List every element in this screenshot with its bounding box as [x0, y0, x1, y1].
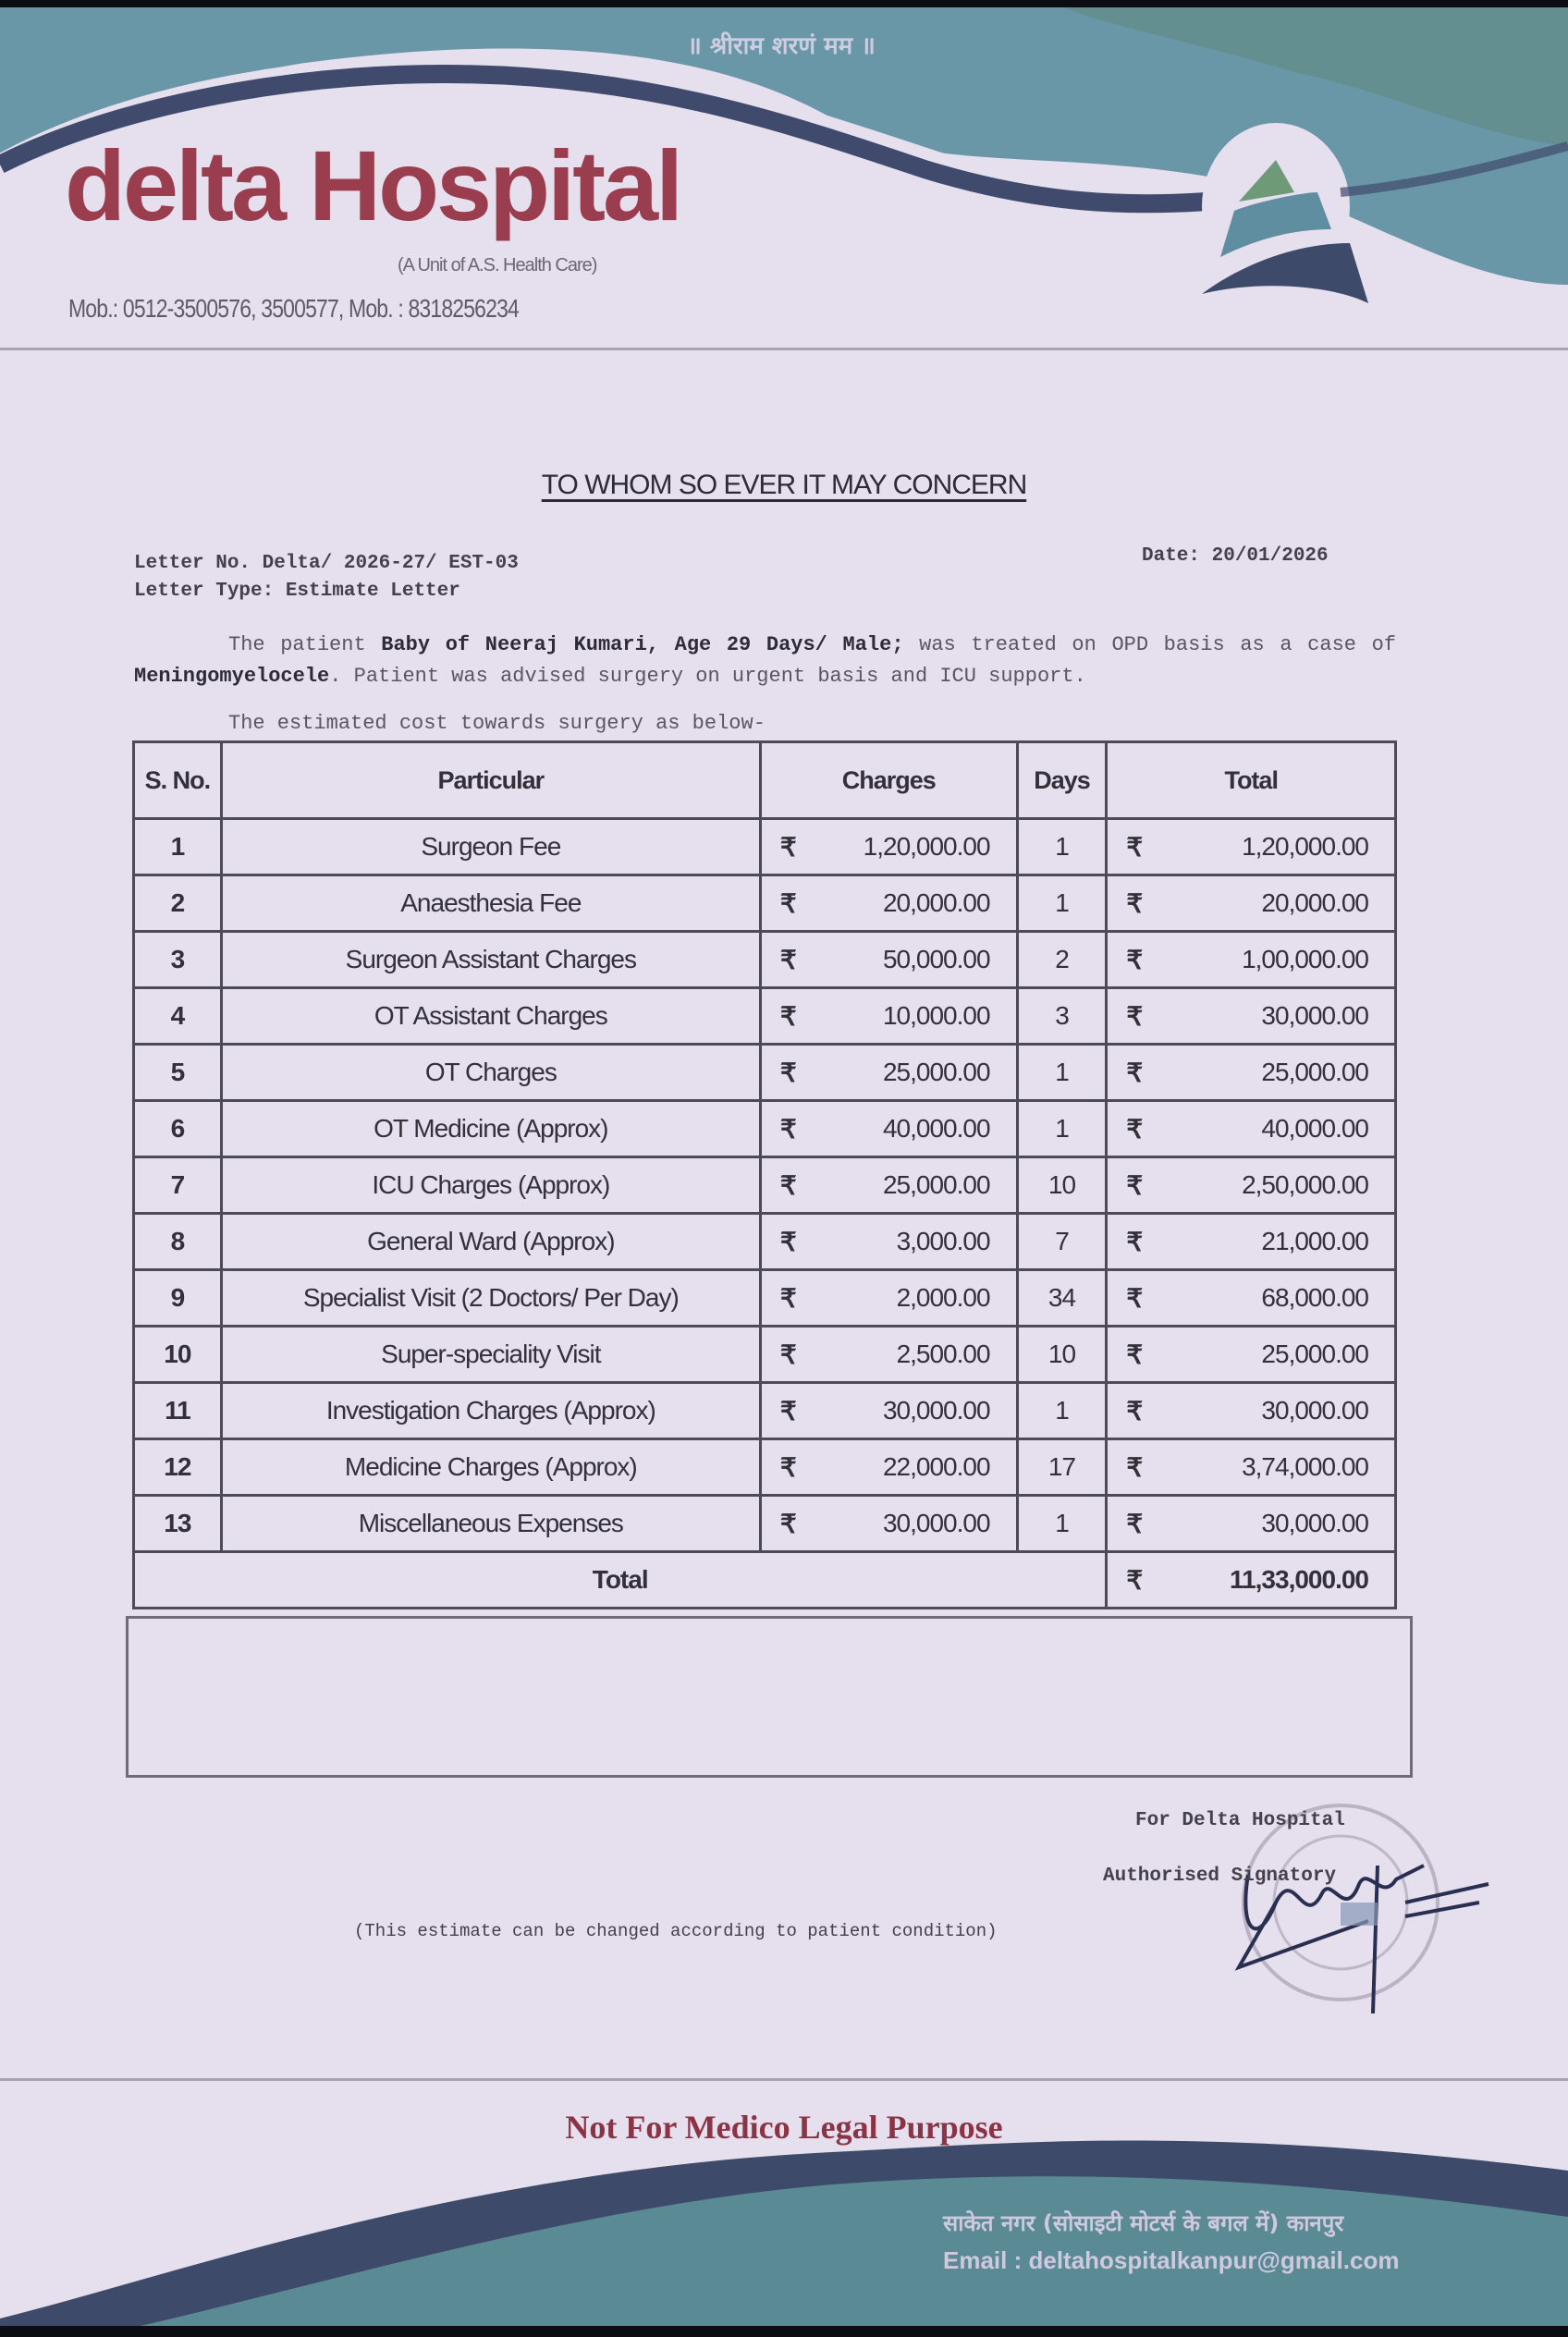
cell-total	[1107, 1270, 1396, 1327]
header-total: Total	[1107, 742, 1396, 819]
estimate-disclaimer-note: (This estimate can be changed according to patient condition)	[354, 1921, 998, 1941]
cell-charges	[760, 1327, 1017, 1383]
charges-value: 2,500.00	[896, 1339, 990, 1368]
rupee-icon: ₹	[779, 1396, 796, 1425]
total-value: 25,000.00	[1261, 1339, 1368, 1368]
charges-value: 20,000.00	[882, 887, 990, 917]
rupee-icon: ₹	[779, 1227, 796, 1256]
cell-charges	[760, 1496, 1017, 1552]
rupee-icon: ₹	[1126, 888, 1143, 918]
cell-sno: 6	[134, 1101, 222, 1157]
cell-particular: Surgeon Assistant Charges	[221, 932, 760, 988]
charges-value: 30,000.00	[882, 1395, 990, 1425]
cell-days: 7	[1017, 1214, 1107, 1270]
rupee-icon: ₹	[1126, 1396, 1143, 1425]
cell-days: 1	[1017, 819, 1107, 875]
grand-total-value: 11,33,000.00	[1230, 1564, 1368, 1594]
table-row	[134, 1214, 1396, 1270]
cell-total	[1107, 819, 1396, 875]
not-medico-legal-notice: Not For Medico Legal Purpose	[565, 2109, 1003, 2146]
hospital-brand-name: delta Hospital	[65, 129, 681, 241]
charges-value: 25,000.00	[882, 1057, 990, 1086]
rupee-icon: ₹	[1126, 1452, 1143, 1482]
letter-date: Date: 20/01/2026	[1142, 545, 1329, 567]
cell-total	[1107, 932, 1396, 988]
cell-charges	[760, 1157, 1017, 1214]
cell-total	[1107, 1214, 1396, 1270]
charges-value: 10,000.00	[882, 1000, 990, 1030]
total-value: 30,000.00	[1261, 1000, 1368, 1030]
charges-value: 1,20,000.00	[863, 831, 990, 861]
for-hospital-label: For Delta Hospital	[1135, 1810, 1345, 1831]
hospital-subtitle: (A Unit of A.S. Health Care)	[398, 255, 597, 275]
cell-days: 10	[1017, 1157, 1107, 1214]
cell-days: 1	[1017, 1383, 1107, 1439]
cell-particular: ICU Charges (Approx)	[221, 1157, 760, 1214]
cell-sno: 12	[134, 1439, 222, 1496]
grand-total-label: Total	[134, 1552, 1107, 1609]
footer-divider	[0, 2078, 1568, 2081]
cell-charges	[760, 1101, 1017, 1157]
cell-sno: 11	[134, 1383, 222, 1439]
rupee-icon: ₹	[779, 1170, 796, 1200]
cell-total	[1107, 1045, 1396, 1101]
rupee-icon: ₹	[779, 832, 796, 862]
rupee-icon: ₹	[1126, 1227, 1143, 1256]
header-particular: Particular	[221, 742, 760, 819]
rupee-icon: ₹	[1126, 1340, 1143, 1369]
cell-total	[1107, 1496, 1396, 1552]
table-row	[134, 1270, 1396, 1327]
charges-value: 30,000.00	[882, 1508, 990, 1537]
cell-sno: 1	[134, 819, 222, 875]
cell-charges	[760, 819, 1017, 875]
cell-particular: OT Medicine (Approx)	[221, 1101, 760, 1157]
cell-sno: 8	[134, 1214, 222, 1270]
charges-value: 2,000.00	[896, 1282, 990, 1312]
rupee-icon: ₹	[1126, 1565, 1143, 1595]
table-row	[134, 988, 1396, 1045]
rupee-icon: ₹	[1126, 1001, 1143, 1031]
cell-total	[1107, 988, 1396, 1045]
rupee-icon: ₹	[1126, 1170, 1143, 1200]
rupee-icon: ₹	[779, 1509, 796, 1538]
estimate-table	[132, 740, 1397, 1609]
blank-remarks-box	[126, 1616, 1413, 1778]
cell-days: 1	[1017, 875, 1107, 932]
diagnosis: Meningomyelocele	[134, 665, 330, 688]
charges-value: 50,000.00	[882, 944, 990, 973]
cell-days: 1	[1017, 1101, 1107, 1157]
footer-email: Email : deltahospitalkanpur@gmail.com	[943, 2246, 1400, 2274]
charges-value: 40,000.00	[882, 1113, 990, 1143]
total-value: 1,00,000.00	[1242, 944, 1368, 973]
total-value: 25,000.00	[1261, 1057, 1368, 1086]
charges-value: 3,000.00	[896, 1226, 990, 1255]
table-row	[134, 1439, 1396, 1496]
rupee-icon: ₹	[1126, 1058, 1143, 1087]
rupee-icon: ₹	[1126, 945, 1143, 974]
table-row	[134, 1327, 1396, 1383]
total-value: 1,20,000.00	[1242, 831, 1368, 861]
cell-days: 34	[1017, 1270, 1107, 1327]
rupee-icon: ₹	[779, 1001, 796, 1031]
cell-particular: OT Charges	[221, 1045, 760, 1101]
cell-charges	[760, 988, 1017, 1045]
charges-value: 22,000.00	[882, 1451, 990, 1481]
cell-sno: 7	[134, 1157, 222, 1214]
total-value: 30,000.00	[1261, 1508, 1368, 1537]
cell-particular: Surgeon Fee	[221, 819, 760, 875]
header-days: Days	[1017, 742, 1107, 819]
authorised-signatory-label: Authorised Signatory	[1103, 1866, 1337, 1887]
cell-charges	[760, 1439, 1017, 1496]
letter-type: Letter Type: Estimate Letter	[134, 581, 460, 602]
header-charges: Charges	[760, 742, 1017, 819]
cell-charges	[760, 1270, 1017, 1327]
hospital-phone-numbers: Mob.: 0512-3500576, 3500577, Mob. : 8318256234	[68, 294, 519, 323]
cell-sno: 5	[134, 1045, 222, 1101]
cell-particular: Miscellaneous Expenses	[221, 1496, 760, 1552]
rupee-icon: ₹	[779, 1340, 796, 1369]
rupee-icon: ₹	[779, 1114, 796, 1144]
rupee-icon: ₹	[1126, 1509, 1143, 1538]
total-value: 3,74,000.00	[1242, 1451, 1368, 1481]
table-row	[134, 1101, 1396, 1157]
total-value: 68,000.00	[1261, 1282, 1368, 1312]
rupee-icon: ₹	[779, 888, 796, 918]
rupee-icon: ₹	[779, 1452, 796, 1482]
charges-value: 25,000.00	[882, 1169, 990, 1199]
table-header-row	[134, 742, 1396, 819]
rupee-icon: ₹	[779, 945, 796, 974]
cell-particular: Investigation Charges (Approx)	[221, 1383, 760, 1439]
table-row	[134, 932, 1396, 988]
rupee-icon: ₹	[1126, 1114, 1143, 1144]
cell-days: 1	[1017, 1496, 1107, 1552]
total-value: 21,000.00	[1261, 1226, 1368, 1255]
cell-particular: General Ward (Approx)	[221, 1214, 760, 1270]
cell-sno: 10	[134, 1327, 222, 1383]
rupee-icon: ₹	[779, 1283, 796, 1313]
cell-sno: 2	[134, 875, 222, 932]
grand-total-row	[134, 1552, 1396, 1609]
cell-particular: Medicine Charges (Approx)	[221, 1439, 760, 1496]
cell-charges	[760, 875, 1017, 932]
cell-particular: Super-speciality Visit	[221, 1327, 760, 1383]
table-row	[134, 1157, 1396, 1214]
header-banner-text: ॥ श्रीराम शरणं मम ॥	[687, 32, 876, 60]
cell-total	[1107, 1101, 1396, 1157]
cell-days: 3	[1017, 988, 1107, 1045]
cell-sno: 9	[134, 1270, 222, 1327]
rupee-icon: ₹	[779, 1058, 796, 1087]
cell-particular: Anaesthesia Fee	[221, 875, 760, 932]
cell-particular: OT Assistant Charges	[221, 988, 760, 1045]
patient-paragraph: The patient Baby of Neeraj Kumari, Age 29 Days/ Male; was treated on OPD basis as a case of Meningomyelocele. Patient was advised surgery on urgent basis and ICU support.	[134, 633, 1397, 688]
grand-total-cell	[1107, 1552, 1396, 1609]
letter-title: TO WHOM SO EVER IT MAY CONCERN	[541, 470, 1027, 500]
cell-charges	[760, 1214, 1017, 1270]
table-row	[134, 819, 1396, 875]
header-sno: S. No.	[134, 742, 222, 819]
cell-charges	[760, 932, 1017, 988]
cell-total	[1107, 1157, 1396, 1214]
table-row	[134, 875, 1396, 932]
table-row	[134, 1383, 1396, 1439]
table-row	[134, 1496, 1396, 1552]
letter-number: Letter No. Delta/ 2026-27/ EST-03	[134, 553, 519, 574]
cell-days: 2	[1017, 932, 1107, 988]
table-row	[134, 1045, 1396, 1101]
rupee-icon: ₹	[1126, 1283, 1143, 1313]
estimate-intro: The estimated cost towards surgery as below-	[228, 712, 766, 735]
total-value: 2,50,000.00	[1242, 1169, 1368, 1199]
cell-charges	[760, 1045, 1017, 1101]
cell-total	[1107, 1439, 1396, 1496]
total-value: 20,000.00	[1261, 887, 1368, 917]
cell-sno: 4	[134, 988, 222, 1045]
cell-particular: Specialist Visit (2 Doctors/ Per Day)	[221, 1270, 760, 1327]
cell-total	[1107, 1327, 1396, 1383]
cell-sno: 3	[134, 932, 222, 988]
header-divider	[0, 348, 1568, 350]
total-value: 40,000.00	[1261, 1113, 1368, 1143]
cell-days: 17	[1017, 1439, 1107, 1496]
cell-total	[1107, 1383, 1396, 1439]
cell-charges	[760, 1383, 1017, 1439]
cell-days: 10	[1017, 1327, 1107, 1383]
estimate-letter-page	[0, 7, 1568, 2326]
footer-address: साकेत नगर (सोसाइटी मोटर्स के बगल में) कानपुर	[943, 2210, 1344, 2236]
total-value: 30,000.00	[1261, 1395, 1368, 1425]
cell-sno: 13	[134, 1496, 222, 1552]
cell-days: 1	[1017, 1045, 1107, 1101]
cell-total	[1107, 875, 1396, 932]
patient-details: Baby of Neeraj Kumari, Age 29 Days/ Male;	[381, 633, 904, 656]
rupee-icon: ₹	[1126, 832, 1143, 862]
